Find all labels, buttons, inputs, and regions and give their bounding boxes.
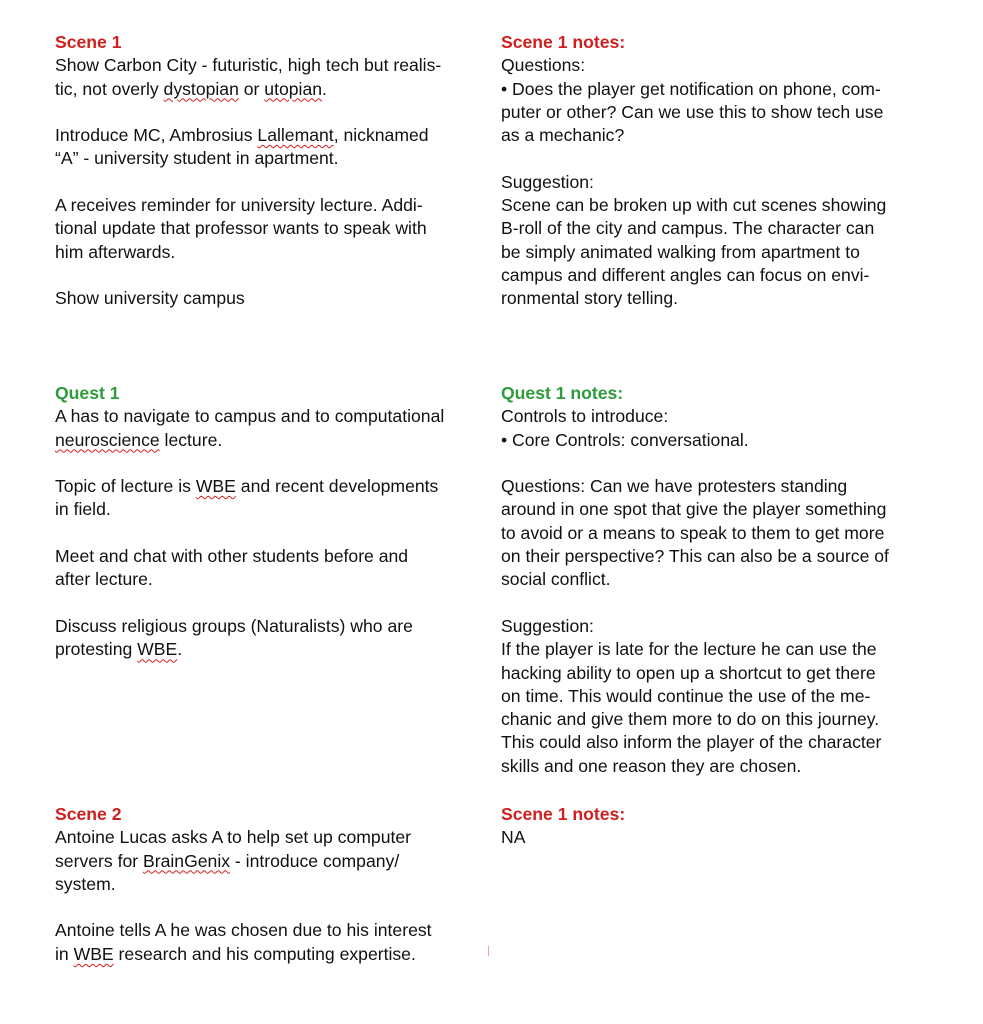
quest-1-notes-section [501,382,941,778]
quest-1-heading: Quest 1 [55,383,120,403]
notes-line: B-roll of the city and campus. The character can [501,218,875,239]
quest-1-line: Discuss religious groups (Naturalists) who are [55,615,413,636]
notes-line: • Core Controls: conversational. [501,429,749,450]
scene-2-notes-section [501,803,941,850]
spellcheck-word: WBE [195,476,236,497]
notes-line: Scene can be broken up with cut scenes showing [501,195,887,216]
scene-2-notes-heading: Scene 1 notes: [501,804,626,824]
notes-line: ronmental story telling. [501,288,678,309]
notes-line: Suggestion: [501,615,594,636]
notes-line: puter or other? Can we use this to show tech use [501,101,884,122]
notes-line: Questions: Can we have protesters standing [501,476,848,497]
text-span: . [322,78,327,99]
quest-1-line: Meet and chat with other students before and [55,546,409,567]
scene-1-heading: Scene 1 [55,32,122,52]
text-span: Topic of lecture is [55,476,196,497]
notes-line: Controls to introduce: [501,406,669,427]
text-span: , nicknamed [333,125,429,146]
scene-1-line: tional update that professor wants to speak with [55,218,427,239]
scene-1-line: Show university campus [55,288,245,309]
notes-line: If the player is late for the lecture he can use the [501,639,877,660]
text-span: servers for [55,850,143,871]
scene-1-line: “A” - university student in apartment. [55,148,339,169]
text-span: protesting [55,639,138,660]
notes-line: around in one spot that give the player something [501,499,887,520]
scene-2-line [55,850,495,873]
cursor-mark [488,946,489,956]
quest-1-line [55,638,495,661]
quest-1-line: in field. [55,499,111,520]
scene-2-section [55,803,495,966]
text-span: tic, not overly [55,78,164,99]
text-span: . [177,639,183,660]
notes-line: on time. This would continue the use of the me- [501,685,871,706]
scene-1-section [55,31,495,311]
scene-1-notes-section [501,31,941,311]
spellcheck-word: WBE [137,639,178,660]
scene-1-line: him afterwards. [55,241,176,262]
text-span: - introduce company/ [230,850,400,871]
spellcheck-word: utopian [264,78,323,99]
notes-line: skills and one reason they are chosen. [501,755,802,776]
quest-1-section [55,382,495,662]
text-span: Introduce MC, Ambrosius [55,125,258,146]
text-span: and recent developments [235,476,439,497]
text-span: lecture. [159,429,223,450]
spellcheck-word: dystopian [163,78,239,99]
scene-1-line [55,78,495,101]
quest-1-line [55,429,495,452]
quest-1-line [55,475,495,498]
scene-2-line: system. [55,873,116,894]
scene-1-line: Show Carbon City - futuristic, high tech but realis- [55,55,442,76]
scene-2-line: Antoine tells A he was chosen due to his interest [55,920,432,941]
notes-line: hacking ability to open up a shortcut to get there [501,662,876,683]
notes-line: campus and different angles can focus on envi- [501,264,870,285]
text-span: research and his computing expertise. [113,943,416,964]
scene-2-line: Antoine Lucas asks A to help set up computer [55,827,412,848]
notes-line: social conflict. [501,569,611,590]
quest-1-line: A has to navigate to campus and to computational [55,406,445,427]
notes-line: Suggestion: [501,171,594,192]
notes-line: be simply animated walking from apartment to [501,241,860,262]
notes-line: on their perspective? This can also be a source of [501,546,889,567]
notes-line: NA [501,827,526,848]
notes-line: Questions: [501,55,586,76]
text-span: in [55,943,74,964]
scene-1-notes-heading: Scene 1 notes: [501,32,626,52]
spellcheck-word: BrainGenix [143,850,231,871]
notes-line: as a mechanic? [501,125,625,146]
spellcheck-word: WBE [73,943,114,964]
notes-line: chanic and give them more to do on this journey. [501,709,880,730]
text-span: or [238,78,265,99]
notes-line: This could also inform the player of the character [501,732,882,753]
notes-line: to avoid or a means to speak to them to get more [501,522,885,543]
quest-1-line: after lecture. [55,569,153,590]
scene-2-heading: Scene 2 [55,804,122,824]
quest-1-notes-heading: Quest 1 notes: [501,383,624,403]
scene-1-line [55,124,495,147]
notes-line: • Does the player get notification on phone, com- [501,78,881,99]
spellcheck-word: Lallemant [257,125,334,146]
spellcheck-word: neuroscience [55,429,160,450]
scene-2-line [55,943,495,966]
scene-1-line: A receives reminder for university lecture. Addi- [55,195,423,216]
